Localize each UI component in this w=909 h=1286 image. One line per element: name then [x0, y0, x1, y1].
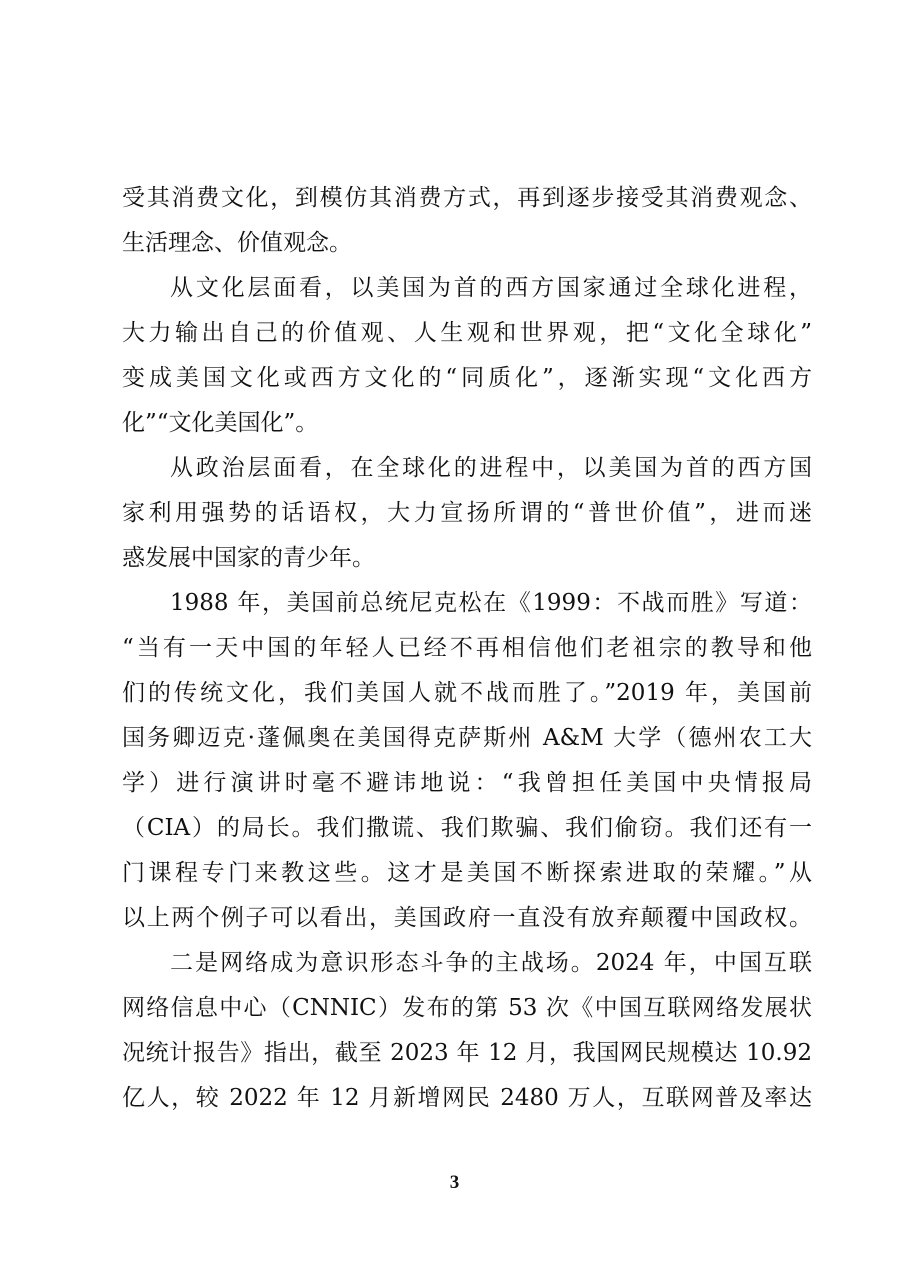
text-line: 国务卿迈克·蓬佩奥在美国得克萨斯州 A&M 大学（德州农工大	[122, 725, 812, 751]
text-line: （CIA）的局长。我们撒谎、我们欺骗、我们偷窃。我们还有一	[122, 815, 812, 841]
text-line: 亿人，较 2022 年 12 月新增网民 2480 万人，互联网普及率达	[122, 1085, 812, 1111]
text-line: 生活理念、价值观念。	[122, 230, 352, 256]
text-line: 网络信息中心（CNNIC）发布的第 53 次《中国互联网络发展状	[122, 995, 812, 1021]
text-line: 受其消费文化，到模仿其消费方式，再到逐步接受其消费观念、	[122, 185, 812, 211]
text-line: 况统计报告》指出，截至 2023 年 12 月，我国网民规模达 10.92	[122, 1040, 812, 1066]
text-line: 二是网络成为意识形态斗争的主战场。2024 年，中国互联	[170, 950, 812, 976]
text-line: 以上两个例子可以看出，美国政府一直没有放弃颠覆中国政权。	[122, 905, 812, 931]
text-line: 家利用强势的话语权，大力宣扬所谓的“普世价值”，进而迷	[122, 500, 812, 526]
text-line: 大力输出自己的价值观、人生观和世界观，把“文化全球化”	[122, 320, 812, 346]
text-line: 学）进行演讲时毫不避讳地说：“我曾担任美国中央情报局	[122, 770, 812, 796]
text-line: “当有一天中国的年轻人已经不再相信他们老祖宗的教导和他	[122, 635, 812, 661]
text-line: 门课程专门来教这些。这才是美国不断探索进取的荣耀。”从	[122, 860, 812, 886]
text-line: 化”“文化美国化”。	[122, 410, 319, 436]
text-line: 从政治层面看，在全球化的进程中，以美国为首的西方国	[170, 455, 812, 481]
body-text	[122, 176, 812, 1121]
text-line: 1988 年，美国前总统尼克松在《1999：不战而胜》写道：	[170, 590, 812, 616]
text-line: 变成美国文化或西方文化的“同质化”，逐渐实现“文化西方	[122, 365, 812, 391]
page-number: 3	[449, 1172, 460, 1193]
text-line: 们的传统文化，我们美国人就不战而胜了。”2019 年，美国前	[122, 680, 812, 706]
text-line: 惑发展中国家的青少年。	[122, 545, 375, 571]
text-line: 从文化层面看，以美国为首的西方国家通过全球化进程，	[170, 275, 812, 301]
